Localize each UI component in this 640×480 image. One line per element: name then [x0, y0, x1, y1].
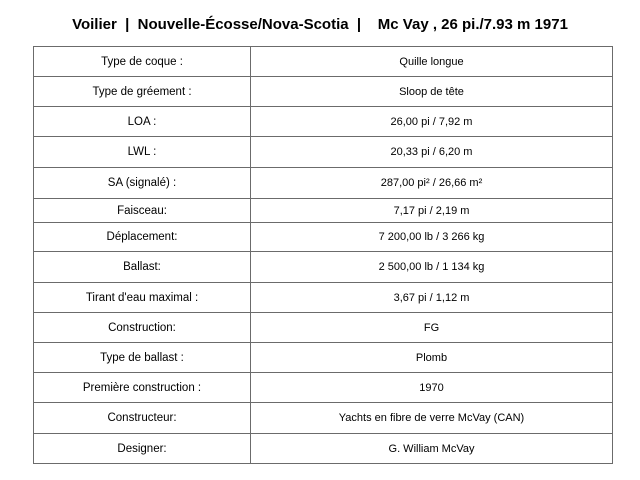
row-value: Sloop de tête — [251, 77, 613, 107]
row-label: Type de gréement : — [34, 77, 251, 107]
row-value: G. William McVay — [251, 434, 613, 464]
row-value: 3,67 pi / 1,12 m — [251, 283, 613, 313]
row-value: 1970 — [251, 373, 613, 403]
table-row — [34, 77, 613, 107]
table-row — [34, 168, 613, 199]
row-value: FG — [251, 313, 613, 343]
table-row — [34, 313, 613, 343]
row-value: 7,17 pi / 2,19 m — [251, 199, 613, 223]
row-value: 287,00 pi² / 26,66 m² — [251, 168, 613, 199]
row-label: Ballast: — [34, 252, 251, 283]
row-label: Constructeur: — [34, 403, 251, 434]
row-label: LOA : — [34, 107, 251, 137]
table-row — [34, 434, 613, 464]
page-title: Voilier | Nouvelle-Écosse/Nova-Scotia | Mc Vay , 26 pi./7.93 m 1971 — [72, 16, 568, 33]
table-row — [34, 223, 613, 252]
row-label: Tirant d'eau maximal : — [34, 283, 251, 313]
specs-table — [33, 46, 613, 464]
table-row — [34, 343, 613, 373]
table-row — [34, 373, 613, 403]
row-label: LWL : — [34, 137, 251, 168]
table-row — [34, 283, 613, 313]
row-label: SA (signalé) : — [34, 168, 251, 199]
row-label: Type de ballast : — [34, 343, 251, 373]
table-row — [34, 199, 613, 223]
row-value: Yachts en fibre de verre McVay (CAN) — [251, 403, 613, 434]
table-row — [34, 403, 613, 434]
row-label: Designer: — [34, 434, 251, 464]
row-label: Construction: — [34, 313, 251, 343]
row-value: 26,00 pi / 7,92 m — [251, 107, 613, 137]
table-row — [34, 252, 613, 283]
row-value: 2 500,00 lb / 1 134 kg — [251, 252, 613, 283]
row-label: Première construction : — [34, 373, 251, 403]
table-row — [34, 137, 613, 168]
row-value: 20,33 pi / 6,20 m — [251, 137, 613, 168]
row-label: Type de coque : — [34, 47, 251, 77]
row-value: Quille longue — [251, 47, 613, 77]
row-value: 7 200,00 lb / 3 266 kg — [251, 223, 613, 252]
table-row — [34, 47, 613, 77]
row-label: Déplacement: — [34, 223, 251, 252]
table-row — [34, 107, 613, 137]
row-value: Plomb — [251, 343, 613, 373]
row-label: Faisceau: — [34, 199, 251, 223]
